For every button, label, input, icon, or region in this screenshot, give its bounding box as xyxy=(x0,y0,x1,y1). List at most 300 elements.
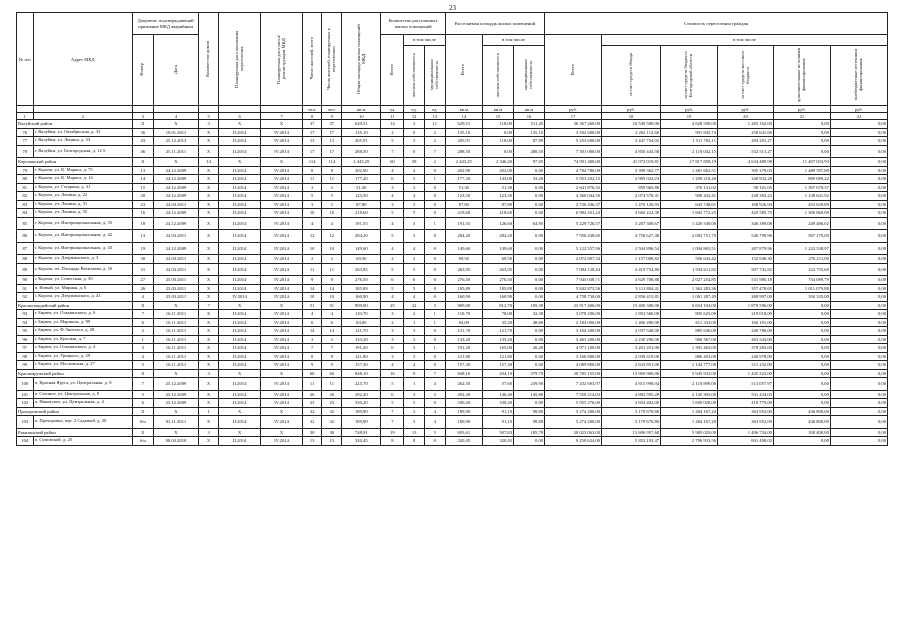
table-cell: 103 xyxy=(17,416,34,429)
table-cell: 10 xyxy=(302,242,322,255)
table-cell: 3 201 451,00 xyxy=(602,344,661,353)
table-cell: 3 xyxy=(404,137,425,146)
column-number: 1 xyxy=(17,113,34,120)
table-cell: 0,00 xyxy=(514,192,545,201)
table-cell: 346 389,08 xyxy=(718,217,774,230)
table-cell: 191,20 xyxy=(342,344,381,353)
table-cell: 4 xyxy=(424,416,445,429)
table-cell: 4 629 708,88 xyxy=(602,276,661,285)
table-cell: 8 xyxy=(381,437,404,446)
table-cell: 363 952,00 xyxy=(718,416,774,429)
table-cell: 123,50 xyxy=(445,192,482,201)
table-cell: 0 xyxy=(424,230,445,243)
table-cell: 3 xyxy=(322,200,342,209)
table-cell: 0,00 xyxy=(773,137,830,146)
subtotal-cell: X xyxy=(153,407,199,416)
header-cost-local: за счет средств местного бюджета xyxy=(718,46,774,106)
address-cell: г. Короча, пл. Площадь Васильева, д. 16 xyxy=(33,263,132,276)
table-cell: 0,00 xyxy=(830,327,887,336)
subtotal-cell: 5 xyxy=(424,428,445,437)
column-number: 5 xyxy=(199,113,219,120)
subtotal-cell: 23 917 406,00 xyxy=(545,301,602,310)
table-cell: 6 xyxy=(381,390,404,399)
table-cell: 88 xyxy=(17,255,34,264)
table-cell: 118,00 xyxy=(482,137,513,146)
table-row xyxy=(17,378,888,391)
table-cell: 3 xyxy=(404,416,425,429)
table-cell: 133,20 xyxy=(445,335,482,344)
table-cell: 2 110 899,00 xyxy=(661,378,718,391)
header-area-total: Всего xyxy=(445,35,482,106)
table-cell: 26 xyxy=(322,390,342,399)
table-cell: 7 501 000,00 xyxy=(545,145,602,158)
table-cell: 7 956 438,60 xyxy=(545,230,602,243)
table-cell: 9 xyxy=(302,361,322,370)
table-cell: II.2014 xyxy=(218,242,260,255)
table-cell: 8 xyxy=(322,352,342,361)
table-cell: 4 758 627,48 xyxy=(602,230,661,243)
table-cell: IV.2014 xyxy=(261,399,302,408)
table-cell: 4 815 998,04 xyxy=(602,378,661,391)
table-cell: X xyxy=(199,175,219,184)
subtotal-cell: 1 496 734,00 xyxy=(718,428,774,437)
subtotal-cell: 6 654 104,00 xyxy=(661,301,718,310)
subtotal-cell: X xyxy=(132,120,153,129)
table-cell: X xyxy=(199,293,219,302)
table-cell: 25.03.2011 xyxy=(153,293,199,302)
column-number: 9 xyxy=(322,113,342,120)
table-cell: 133,20 xyxy=(342,335,381,344)
table-cell: 1 xyxy=(404,318,425,327)
table-cell: 11 xyxy=(322,378,342,391)
subtotal-cell: 14 xyxy=(381,120,404,129)
table-cell: 2 xyxy=(404,310,425,319)
table-cell: 3 399 362,77 xyxy=(602,166,661,175)
subtotal-cell: 20 023 063,00 xyxy=(545,428,602,437)
address-cell: г. Валуйки, ул. Белгородская, д. 12 б xyxy=(33,145,132,158)
table-cell: 185,89 xyxy=(482,284,513,293)
table-cell: 76 xyxy=(17,128,34,137)
table-cell: 25.12.2009 xyxy=(153,399,199,408)
table-cell: X xyxy=(199,361,219,370)
table-cell: 3 xyxy=(132,344,153,353)
table-cell: 288,50 xyxy=(514,145,545,158)
table-cell: 3 854 402,00 xyxy=(602,399,661,408)
table-cell: 16.11.2011 xyxy=(153,352,199,361)
district-name: Красногвардейский район xyxy=(17,301,133,310)
table-cell: 3 xyxy=(381,352,404,361)
table-cell: 643 748,61 xyxy=(661,200,718,209)
table-cell: 3 xyxy=(381,335,404,344)
table-cell: 31 xyxy=(132,263,153,276)
subtotal-cell: 2 443,25 xyxy=(342,158,381,167)
table-cell: 202,90 xyxy=(445,166,482,175)
relocation-register-table xyxy=(16,12,888,446)
subtotal-cell: 185,78 xyxy=(514,428,545,437)
table-row xyxy=(17,310,888,319)
table-row xyxy=(17,230,888,243)
table-cell: 238 383,23 xyxy=(718,192,774,201)
table-cell: 3 xyxy=(404,352,425,361)
table-cell: 17 xyxy=(302,145,322,158)
table-cell: II.2014 xyxy=(218,318,260,327)
header-rooms-private: частная собственность xyxy=(404,46,425,106)
subtotal-cell: 2 346,20 xyxy=(482,158,513,167)
subtotal-cell: 7 xyxy=(424,369,445,378)
table-cell: II.2014 xyxy=(218,437,260,446)
table-cell: 48,80 xyxy=(514,318,545,327)
table-cell: 78 xyxy=(17,145,34,158)
table-cell: 87,80 xyxy=(482,200,513,209)
table-cell: 25.03.2011 xyxy=(153,284,199,293)
table-row xyxy=(17,344,888,353)
table-cell: 51,30 xyxy=(342,183,381,192)
table-cell: 1 362 283,36 xyxy=(661,284,718,293)
address-cell: п. Никитское, ул. Центральная, д. 4 xyxy=(33,399,132,408)
table-cell: 2 xyxy=(381,318,404,327)
table-cell: 23 xyxy=(322,399,342,408)
table-cell: 1 138 641,92 xyxy=(773,192,830,201)
table-cell: 292,20 xyxy=(342,390,381,399)
table-cell: 191,55 xyxy=(445,217,482,230)
table-cell: 157,30 xyxy=(342,361,381,370)
district-name: Ракитянский район xyxy=(17,428,133,437)
table-cell: 0 xyxy=(424,361,445,370)
table-cell: 0,00 xyxy=(773,378,830,391)
subtotal-cell: X xyxy=(132,428,153,437)
table-cell: 1 209 218,40 xyxy=(661,175,718,184)
subtotal-cell: 0,00 xyxy=(830,428,887,437)
table-cell: IV.2014 xyxy=(261,344,302,353)
table-cell: 3 078 206,00 xyxy=(545,310,602,319)
table-cell: 4 xyxy=(424,378,445,391)
table-cell: 46 xyxy=(132,145,153,158)
table-cell: 4 xyxy=(404,361,425,370)
table-cell: 4 xyxy=(381,217,404,230)
subtotal-cell: X xyxy=(218,158,260,167)
table-cell: 276,50 xyxy=(482,276,513,285)
table-cell: IV.2014 xyxy=(261,310,302,319)
table-cell: 276,50 xyxy=(342,276,381,285)
table-cell: 121,80 xyxy=(445,352,482,361)
table-cell: IV.2014 xyxy=(261,378,302,391)
header-cost-additional: дополнительные источники финансирования xyxy=(773,46,830,106)
table-cell: 121,70 xyxy=(482,327,513,336)
table-cell: 9 250 624,00 xyxy=(545,437,602,446)
table-cell: 9 xyxy=(322,361,342,370)
subtotal-cell: 2 443,25 xyxy=(445,158,482,167)
table-cell: 185,89 xyxy=(445,284,482,293)
table-cell: 0,00 xyxy=(514,352,545,361)
subtotal-cell: 848,10 xyxy=(445,369,482,378)
district-subtotal-row xyxy=(17,158,888,167)
table-cell: 284,20 xyxy=(445,230,482,243)
table-cell: 288,50 xyxy=(445,145,482,158)
table-cell: II.2014 xyxy=(218,399,260,408)
table-cell: IV.2014 xyxy=(261,166,302,175)
table-cell: 0,00 xyxy=(773,352,830,361)
table-cell: II.2014 xyxy=(218,416,260,429)
subtotal-cell: 9 xyxy=(404,369,425,378)
table-cell: 5 xyxy=(381,209,404,218)
column-number: 19 xyxy=(661,113,718,120)
subtotal-cell: 358 400,00 xyxy=(773,428,830,437)
table-cell: X xyxy=(199,230,219,243)
table-cell: 0,00 xyxy=(773,390,830,399)
subtotal-cell: 16 xyxy=(381,369,404,378)
table-cell: 12 xyxy=(302,230,322,243)
subtotal-cell: 105,30 xyxy=(514,301,545,310)
subtotal-cell: 60 xyxy=(381,158,404,167)
subtotal-cell: 3 xyxy=(404,120,425,129)
address-cell: г. Короча, ул. К. Маркса, д. 14 xyxy=(33,175,132,184)
table-cell: 3 463 200,00 xyxy=(545,335,602,344)
subtotal-cell: 37 xyxy=(302,120,322,129)
table-cell: 1 xyxy=(424,175,445,184)
subtotal-cell: 189,90 xyxy=(445,407,482,416)
subtotal-cell: 13 696 957,60 xyxy=(602,428,661,437)
table-cell: II.2014 xyxy=(218,145,260,158)
subtotal-cell: 3 xyxy=(199,369,219,378)
table-cell: 11 xyxy=(302,263,322,276)
table-cell: 1 xyxy=(424,318,445,327)
table-cell: 2 072 807,34 xyxy=(545,255,602,264)
table-cell: 0,00 xyxy=(514,399,545,408)
table-cell: II.2014 xyxy=(218,209,260,218)
table-cell: 2 037 340,00 xyxy=(602,327,661,336)
table-cell: 24.12.2009 xyxy=(153,166,199,175)
table-cell: 5 953 202,15 xyxy=(545,175,602,184)
table-cell: 5 xyxy=(404,399,425,408)
subtotal-cell: 7 xyxy=(381,407,404,416)
table-cell: 82 xyxy=(17,192,34,201)
subtotal-cell: X xyxy=(261,120,302,129)
subtotal-cell: 30 xyxy=(302,428,322,437)
table-cell: 16.11.2011 xyxy=(153,310,199,319)
header-total-area: Общая площадь жилых помещений МКД xyxy=(342,13,381,106)
table-cell: 2 118 042,15 xyxy=(661,145,718,158)
district-name: Краснояружский район xyxy=(17,369,133,378)
subtotal-cell: 91,10 xyxy=(482,407,513,416)
table-body xyxy=(17,120,888,446)
table-cell: 320,45 xyxy=(342,437,381,446)
subtotal-cell: X xyxy=(132,158,153,167)
subtotal-cell: 13 xyxy=(404,428,425,437)
table-cell: 23 xyxy=(302,399,322,408)
table-cell: X xyxy=(199,378,219,391)
table-cell: 7 xyxy=(132,310,153,319)
subtotal-cell: 1 284 167,20 xyxy=(661,407,718,416)
table-cell: 5 xyxy=(381,399,404,408)
subtotal-cell: 41 072 019,81 xyxy=(602,158,661,167)
table-cell: 859 965,88 xyxy=(602,183,661,192)
table-cell: 0 xyxy=(424,242,445,255)
header-rooms-total: Всего xyxy=(381,35,404,106)
table-cell: II.2014 xyxy=(218,183,260,192)
table-cell: 13 xyxy=(322,137,342,146)
table-cell: 0,00 xyxy=(830,352,887,361)
table-cell: 0,00 xyxy=(830,242,887,255)
table-cell: 13 xyxy=(132,230,153,243)
table-cell: 0,00 xyxy=(773,344,830,353)
table-cell: 6 xyxy=(404,276,425,285)
header-planned-demolition: Планируемая дата сноса/реконструкции МКД xyxy=(261,13,302,106)
table-cell: 3 xyxy=(302,200,322,209)
address-cell: г. Короча, ул. К. Маркса, д. 75 xyxy=(33,166,132,175)
subtotal-cell: 1 285 162,00 xyxy=(718,120,774,129)
subtotal-cell: 693,61 xyxy=(445,428,482,437)
table-cell: 149,60 xyxy=(445,242,482,255)
table-cell: 0,00 xyxy=(773,335,830,344)
table-cell: II.2014 xyxy=(218,166,260,175)
table-cell: 1 489 597,80 xyxy=(773,166,830,175)
column-number: 7 xyxy=(261,113,302,120)
subtotal-cell: X xyxy=(153,428,199,437)
subtotal-cell: 32 xyxy=(322,407,342,416)
table-cell: 87,80 xyxy=(342,200,381,209)
table-cell: 0,00 xyxy=(830,416,887,429)
table-cell: 16.11.2011 xyxy=(153,318,199,327)
table-cell: IV.2014 xyxy=(261,255,302,264)
table-cell: X xyxy=(199,276,219,285)
table-cell: 0,00 xyxy=(830,145,887,158)
table-cell: 0,00 xyxy=(830,310,887,319)
table-cell: 1 470 120,93 xyxy=(602,200,661,209)
table-cell: 4 971 100,00 xyxy=(545,344,602,353)
table-cell: 146,40 xyxy=(482,390,513,399)
table-cell: 2 027 254,85 xyxy=(661,276,718,285)
table-cell: 3 xyxy=(302,183,322,192)
table-cell: 189,90 xyxy=(445,416,482,429)
table-cell: 0 xyxy=(424,209,445,218)
subtotal-cell: 0,00 xyxy=(830,120,887,129)
table-cell: II.2014 xyxy=(218,200,260,209)
subtotal-cell: X xyxy=(218,369,260,378)
subtotal-cell: 2 xyxy=(424,158,445,167)
address-cell: г. Короча, ул. Интернациональная, д. 42 xyxy=(33,230,132,243)
subtotal-cell: 3 xyxy=(199,120,219,129)
subtotal-cell: 30 xyxy=(322,428,342,437)
header-doc-number: Номер xyxy=(132,35,153,106)
district-subtotal-row xyxy=(17,120,888,129)
table-cell: 98 101,05 xyxy=(718,183,774,192)
table-cell: 0,00 xyxy=(773,128,830,137)
table-cell: 26 xyxy=(132,284,153,293)
table-cell: 12 xyxy=(322,230,342,243)
table-cell: 531 985,18 xyxy=(718,276,774,285)
table-cell: X xyxy=(199,352,219,361)
table-cell: 86 xyxy=(17,230,34,243)
header-cost-total: Всего xyxy=(545,35,602,106)
table-cell: 218,60 xyxy=(482,209,513,218)
table-cell: 263 543,00 xyxy=(718,335,774,344)
header-residents: Число жителей, всего xyxy=(302,13,322,106)
table-cell: 4 xyxy=(132,293,153,302)
table-cell: 4 758 730,00 xyxy=(545,293,602,302)
table-cell: II.2014 xyxy=(218,284,260,293)
address-cell: г. Бирюч, ул. Красная, д. 7 xyxy=(33,335,132,344)
header-planned-end: Планируемая дата окончания переселения xyxy=(218,13,260,106)
table-cell: 0 xyxy=(404,145,425,158)
table-cell: 16.11.2011 xyxy=(153,335,199,344)
subtotal-cell: 0,00 xyxy=(830,369,887,378)
table-cell: 5 xyxy=(404,284,425,293)
table-cell: 0,00 xyxy=(514,276,545,285)
address-cell: г. Валуйки, ул. Ленина, д. 33 xyxy=(33,137,132,146)
table-cell: 11 xyxy=(322,263,342,276)
table-row xyxy=(17,390,888,399)
table-cell: 2 504 896,54 xyxy=(602,242,661,255)
table-row xyxy=(17,263,888,276)
table-cell: 4 360 044,50 xyxy=(545,192,602,201)
table-cell: 177,20 xyxy=(445,175,482,184)
table-cell: 1 511 702,11 xyxy=(661,137,718,146)
column-number: 4 xyxy=(153,113,199,120)
table-cell: 886 403,00 xyxy=(661,352,718,361)
table-cell: 149,60 xyxy=(482,242,513,255)
table-cell: 205,91 xyxy=(342,137,381,146)
table-cell: 51,30 xyxy=(445,183,482,192)
subtotal-cell: 14 xyxy=(199,158,219,167)
subtotal-cell: 0,00 xyxy=(830,158,887,167)
table-row xyxy=(17,200,888,209)
table-cell: 5 xyxy=(322,192,342,201)
table-cell: 1 853 560,00 xyxy=(602,310,661,319)
column-number: 12 xyxy=(404,113,425,120)
page-number: 23 xyxy=(449,4,456,12)
table-cell: 15 xyxy=(132,183,153,192)
table-row xyxy=(17,166,888,175)
table-cell: X xyxy=(199,399,219,408)
table-cell: 3 xyxy=(322,183,342,192)
table-cell: 25.12.2009 xyxy=(153,390,199,399)
table-cell: 0,00 xyxy=(514,166,545,175)
table-cell: II.2014 xyxy=(218,335,260,344)
table-cell: 24.03.2011 xyxy=(153,255,199,264)
table-cell: 546 799,96 xyxy=(718,230,774,243)
table-cell: 08.04.2010 xyxy=(153,437,199,446)
column-number: 8 xyxy=(302,113,322,120)
subtotal-cell: 363 952,00 xyxy=(718,407,774,416)
table-cell: 91 xyxy=(17,284,34,293)
table-cell: 5 274 200,00 xyxy=(545,416,602,429)
table-cell: X xyxy=(199,242,219,255)
table-cell: II.2014 xyxy=(218,128,260,137)
table-cell: II.2014 xyxy=(218,263,260,276)
table-cell: 0,00 xyxy=(773,145,830,158)
table-cell: 7 943 038,71 xyxy=(545,276,602,285)
subtotal-cell: X xyxy=(261,428,302,437)
header-area-municipal: муниципальная собственность xyxy=(514,46,545,106)
table-cell: 0,00 xyxy=(830,192,887,201)
table-cell: 0 xyxy=(424,192,445,201)
table-cell: IV.2014 xyxy=(261,361,302,370)
table-cell: 2 xyxy=(132,327,153,336)
table-cell: II.2014 xyxy=(218,137,260,146)
subtotal-cell: 25 xyxy=(381,301,404,310)
table-cell: 3 660 222,30 xyxy=(602,209,661,218)
subtotal-cell: 3 179 670,80 xyxy=(602,407,661,416)
table-cell: II.2014 xyxy=(218,276,260,285)
column-number: 11 xyxy=(381,113,404,120)
table-cell: 7 xyxy=(302,344,322,353)
district-subtotal-row xyxy=(17,369,888,378)
subtotal-cell: 114 xyxy=(322,158,342,167)
table-cell: 3 xyxy=(381,327,404,336)
subtotal-cell: 1 445 323,00 xyxy=(718,369,774,378)
table-cell: 7 xyxy=(381,145,404,158)
subtotal-cell: 5 274 200,00 xyxy=(545,407,602,416)
